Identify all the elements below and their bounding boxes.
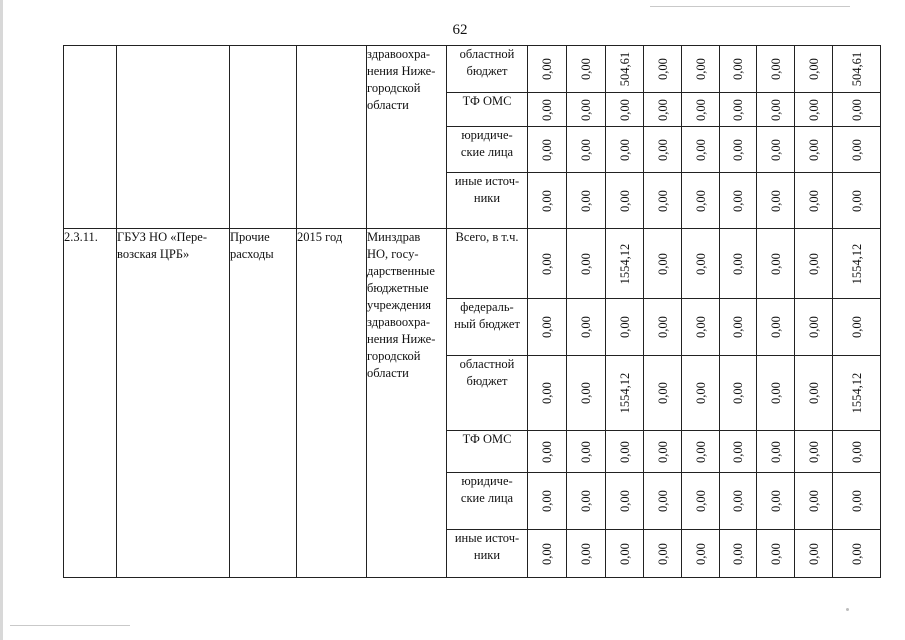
table-row — [64, 229, 881, 299]
value-cell — [795, 229, 833, 299]
value-cell — [833, 530, 881, 578]
value-cell — [567, 93, 606, 127]
period-cell: 2015 год — [297, 229, 367, 578]
value-text: 0,00 — [693, 316, 708, 338]
item-number-cell — [64, 46, 117, 229]
value-text: 0,00 — [768, 189, 783, 212]
funding-source-cell: ТФ ОМС — [447, 93, 528, 127]
value-cell — [567, 431, 606, 473]
value-text: 0,00 — [806, 490, 821, 512]
value-cell — [757, 530, 795, 578]
budget-table — [63, 45, 881, 578]
value-cell — [833, 473, 881, 530]
value-text: 1554,12 — [849, 243, 864, 284]
value-cell — [795, 431, 833, 473]
value-cell — [682, 356, 720, 431]
value-text: 1554,12 — [617, 243, 632, 284]
funding-source-cell: иные источ- ники — [447, 173, 528, 229]
value-text: 0,00 — [655, 490, 670, 512]
value-cell — [795, 93, 833, 127]
value-cell — [528, 530, 567, 578]
value-cell — [528, 229, 567, 299]
value-text: 0,00 — [579, 382, 593, 404]
value-text: 0,00 — [693, 252, 708, 275]
value-cell — [606, 229, 644, 299]
value-cell — [528, 46, 567, 93]
scan-rule-bottom — [10, 625, 130, 626]
value-cell — [567, 530, 606, 578]
value-text: 0,00 — [579, 98, 593, 121]
value-text: 0,00 — [617, 440, 632, 463]
value-text: 0,00 — [731, 542, 745, 565]
value-text: 0,00 — [540, 58, 554, 80]
value-cell — [606, 127, 644, 173]
institution-cell: ГБУЗ НО «Пере- возская ЦРБ» — [117, 229, 230, 578]
value-text: 0,00 — [731, 490, 745, 512]
value-text: 0,00 — [540, 98, 554, 121]
value-text: 504,61 — [617, 51, 632, 87]
value-cell — [644, 530, 682, 578]
value-cell — [567, 127, 606, 173]
value-text: 0,00 — [540, 189, 554, 212]
value-text: 0,00 — [768, 490, 783, 512]
value-text: 0,00 — [540, 490, 554, 512]
value-text: 0,00 — [806, 138, 821, 161]
value-text: 0,00 — [655, 440, 670, 463]
value-cell — [795, 299, 833, 356]
value-text: 0,00 — [731, 189, 745, 212]
value-text: 0,00 — [579, 58, 593, 80]
value-cell — [757, 229, 795, 299]
value-text: 0,00 — [806, 98, 821, 121]
value-cell — [720, 127, 757, 173]
value-cell — [757, 473, 795, 530]
value-cell — [720, 473, 757, 530]
value-text: 0,00 — [768, 440, 783, 463]
value-cell — [528, 173, 567, 229]
value-text: 0,00 — [693, 382, 708, 404]
value-text: 0,00 — [768, 316, 783, 338]
value-cell — [567, 229, 606, 299]
value-text: 504,61 — [849, 51, 864, 87]
value-cell — [644, 431, 682, 473]
value-text: 0,00 — [806, 252, 821, 275]
value-cell — [833, 356, 881, 431]
item-number-cell: 2.3.11. — [64, 229, 117, 578]
value-cell — [833, 229, 881, 299]
value-text: 0,00 — [540, 138, 554, 161]
value-cell — [833, 431, 881, 473]
value-cell — [567, 356, 606, 431]
value-cell — [757, 173, 795, 229]
value-text: 0,00 — [731, 382, 745, 404]
scan-dot — [846, 608, 849, 611]
value-text: 1554,12 — [849, 372, 864, 414]
value-text: 0,00 — [579, 542, 593, 565]
scan-edge — [0, 0, 3, 640]
value-cell — [682, 530, 720, 578]
value-cell — [644, 299, 682, 356]
value-text: 0,00 — [655, 58, 670, 80]
value-text: 0,00 — [768, 252, 783, 275]
value-text: 0,00 — [806, 382, 821, 404]
value-text: 0,00 — [768, 138, 783, 161]
value-cell — [567, 473, 606, 530]
value-text: 0,00 — [540, 542, 554, 565]
responsible-cell: здравоохра- нения Ниже- городской области — [367, 46, 447, 229]
value-cell — [682, 173, 720, 229]
responsible-cell: Минздрав НО, госу- дарственные бюджетные учреждения здравоохра- нения Ниже- городской области — [367, 229, 447, 578]
value-cell — [682, 46, 720, 93]
institution-cell — [117, 46, 230, 229]
value-cell — [720, 46, 757, 93]
value-cell — [757, 356, 795, 431]
value-text: 0,00 — [617, 138, 632, 161]
value-text: 0,00 — [617, 189, 632, 212]
value-cell — [757, 93, 795, 127]
value-text: 0,00 — [655, 542, 670, 565]
value-cell — [757, 127, 795, 173]
value-text: 0,00 — [806, 542, 821, 565]
value-text: 0,00 — [540, 252, 554, 275]
value-cell — [528, 431, 567, 473]
value-text: 0,00 — [579, 490, 593, 512]
value-cell — [795, 356, 833, 431]
value-cell — [528, 299, 567, 356]
value-cell — [644, 173, 682, 229]
value-cell — [644, 93, 682, 127]
value-cell — [720, 530, 757, 578]
value-text: 0,00 — [849, 542, 864, 565]
value-cell — [833, 127, 881, 173]
value-text: 0,00 — [579, 316, 593, 338]
value-text: 0,00 — [768, 58, 783, 80]
value-cell — [528, 473, 567, 530]
value-text: 0,00 — [731, 316, 745, 338]
value-cell — [795, 473, 833, 530]
value-text: 0,00 — [655, 252, 670, 275]
value-text: 0,00 — [540, 440, 554, 463]
value-cell — [833, 173, 881, 229]
value-cell — [528, 93, 567, 127]
value-text: 0,00 — [617, 316, 632, 338]
value-text: 0,00 — [617, 98, 632, 121]
value-text: 0,00 — [693, 138, 708, 161]
value-text: 0,00 — [579, 252, 593, 275]
value-cell — [644, 229, 682, 299]
value-cell — [795, 46, 833, 93]
value-cell — [567, 299, 606, 356]
value-cell — [682, 229, 720, 299]
value-text: 0,00 — [849, 490, 864, 512]
value-text: 0,00 — [617, 542, 632, 565]
value-text: 0,00 — [655, 189, 670, 212]
value-text: 0,00 — [849, 316, 864, 338]
funding-source-cell: областной бюджет — [447, 46, 528, 93]
value-text: 0,00 — [806, 58, 821, 80]
value-cell — [682, 431, 720, 473]
value-cell — [720, 431, 757, 473]
page-number: 62 — [452, 22, 468, 38]
value-text: 0,00 — [768, 382, 783, 404]
value-cell — [720, 93, 757, 127]
value-cell — [757, 46, 795, 93]
value-cell — [606, 431, 644, 473]
value-cell — [682, 473, 720, 530]
value-cell — [606, 299, 644, 356]
value-text: 0,00 — [579, 440, 593, 463]
funding-source-cell: иные источ- ники — [447, 530, 528, 578]
value-text: 0,00 — [617, 490, 632, 512]
value-text: 0,00 — [693, 490, 708, 512]
value-cell — [644, 473, 682, 530]
value-text: 0,00 — [693, 189, 708, 212]
value-cell — [795, 530, 833, 578]
value-text: 0,00 — [849, 98, 864, 121]
value-cell — [795, 173, 833, 229]
value-text: 0,00 — [693, 98, 708, 121]
scan-rule-top — [650, 6, 850, 7]
value-text: 0,00 — [540, 382, 554, 404]
value-text: 0,00 — [731, 440, 745, 463]
value-text: 0,00 — [579, 138, 593, 161]
value-cell — [833, 46, 881, 93]
value-cell — [606, 93, 644, 127]
value-text: 0,00 — [806, 316, 821, 338]
value-text: 0,00 — [849, 189, 864, 212]
value-cell — [644, 46, 682, 93]
value-text: 0,00 — [731, 138, 745, 161]
value-cell — [682, 127, 720, 173]
funding-source-cell: федераль- ный бюджет — [447, 299, 528, 356]
value-cell — [757, 431, 795, 473]
funding-source-cell: ТФ ОМС — [447, 431, 528, 473]
value-cell — [528, 356, 567, 431]
value-text: 0,00 — [655, 98, 670, 121]
value-cell — [720, 299, 757, 356]
expense-type-cell — [230, 46, 297, 229]
value-cell — [606, 46, 644, 93]
value-text: 0,00 — [693, 542, 708, 565]
value-text: 0,00 — [579, 189, 593, 212]
value-text: 0,00 — [849, 440, 864, 463]
value-text: 0,00 — [806, 189, 821, 212]
period-cell — [297, 46, 367, 229]
value-cell — [682, 299, 720, 356]
value-cell — [833, 299, 881, 356]
value-text: 0,00 — [540, 316, 554, 338]
value-text: 0,00 — [731, 58, 745, 80]
value-text: 0,00 — [655, 382, 670, 404]
value-text: 0,00 — [655, 316, 670, 338]
value-cell — [606, 173, 644, 229]
value-cell — [720, 356, 757, 431]
value-cell — [567, 173, 606, 229]
value-cell — [720, 229, 757, 299]
value-text: 0,00 — [731, 252, 745, 275]
value-text: 0,00 — [655, 138, 670, 161]
expense-type-cell: Прочие расходы — [230, 229, 297, 578]
value-cell — [606, 473, 644, 530]
value-cell — [682, 93, 720, 127]
value-cell — [606, 356, 644, 431]
value-cell — [644, 127, 682, 173]
value-cell — [757, 299, 795, 356]
value-cell — [833, 93, 881, 127]
table-row — [64, 46, 881, 93]
value-cell — [644, 356, 682, 431]
value-cell — [606, 530, 644, 578]
value-text: 0,00 — [849, 138, 864, 161]
funding-source-cell: Всего, в т.ч. — [447, 229, 528, 299]
value-cell — [720, 173, 757, 229]
value-text: 0,00 — [693, 58, 708, 80]
value-text: 0,00 — [806, 440, 821, 463]
funding-source-cell: юридиче- ские лица — [447, 473, 528, 530]
funding-source-cell: областной бюджет — [447, 356, 528, 431]
value-cell — [567, 46, 606, 93]
value-text: 1554,12 — [617, 372, 632, 414]
value-text: 0,00 — [693, 440, 708, 463]
value-text: 0,00 — [731, 98, 745, 121]
value-cell — [528, 127, 567, 173]
value-cell — [795, 127, 833, 173]
funding-source-cell: юридиче- ские лица — [447, 127, 528, 173]
value-text: 0,00 — [768, 98, 783, 121]
value-text: 0,00 — [768, 542, 783, 565]
